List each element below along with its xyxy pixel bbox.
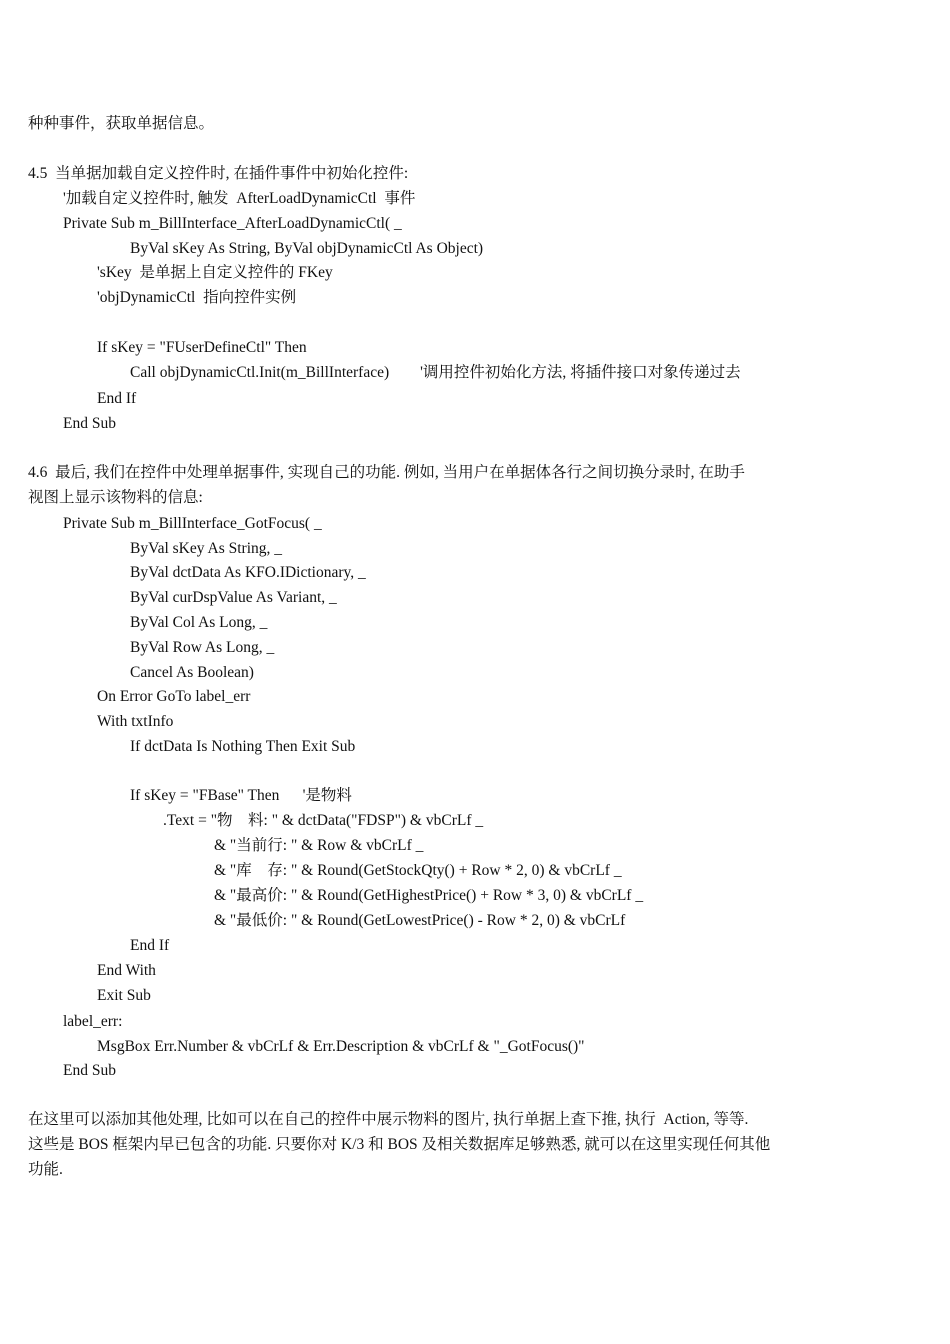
text-line: If dctData Is Nothing Then Exit Sub: [130, 738, 356, 755]
text-line: .Text = "物 料: " & dctData("FDSP") & vbCrLf _: [163, 812, 484, 829]
text-line: End With: [97, 962, 156, 979]
text-line: ByVal Row As Long, _: [130, 639, 275, 656]
text-line: 功能.: [28, 1161, 63, 1178]
text-line: ByVal sKey As String, ByVal objDynamicCtl As Object): [130, 240, 484, 257]
text-line: 视图上显示该物料的信息:: [28, 489, 203, 506]
text-line: On Error GoTo label_err: [97, 688, 251, 705]
text-line: '加载自定义控件时, 触发 AfterLoadDynamicCtl 事件: [63, 190, 416, 207]
text-line: ByVal dctData As KFO.IDictionary, _: [130, 564, 366, 581]
text-line: & "最高价: " & Round(GetHighestPrice() + Row * 3, 0) & vbCrLf _: [214, 887, 644, 904]
text-line: End If: [97, 390, 137, 407]
text-line: & "最低价: " & Round(GetLowestPrice() - Row * 2, 0) & vbCrLf: [214, 912, 626, 929]
text-line: 4.6 最后, 我们在控件中处理单据事件, 实现自己的功能. 例如, 当用户在单据体各行之间切换分录时, 在助手: [28, 464, 745, 481]
text-line: 在这里可以添加其他处理, 比如可以在自己的控件中展示物料的图片, 执行单据上查下推, 执行 Action, 等等.: [28, 1111, 749, 1128]
text-line: If sKey = "FUserDefineCtl" Then: [97, 339, 307, 356]
text-line: Private Sub m_BillInterface_AfterLoadDynamicCtl( _: [63, 215, 402, 232]
text-line: Private Sub m_BillInterface_GotFocus( _: [63, 515, 322, 532]
text-line: Exit Sub: [97, 987, 151, 1004]
text-line: MsgBox Err.Number & vbCrLf & Err.Description & vbCrLf & "_GotFocus()": [97, 1038, 585, 1055]
text-line: 种种事件，获取单据信息。: [28, 115, 215, 132]
text-line: End Sub: [63, 415, 116, 432]
text-line: With txtInfo: [97, 713, 174, 730]
text-line: & "库 存: " & Round(GetStockQty() + Row * 2, 0) & vbCrLf _: [214, 862, 622, 879]
text-line: End Sub: [63, 1062, 116, 1079]
text-line: 'objDynamicCtl 指向控件实例: [97, 289, 297, 306]
text-line: & "当前行: " & Row & vbCrLf _: [214, 837, 424, 854]
text-line: Call objDynamicCtl.Init(m_BillInterface) '调用控件初始化方法, 将插件接口对象传递过去: [130, 364, 741, 381]
text-line: ByVal Col As Long, _: [130, 614, 268, 631]
text-line: label_err:: [63, 1013, 123, 1030]
text-line: Cancel As Boolean): [130, 664, 254, 681]
text-line: 'sKey 是单据上自定义控件的 FKey: [97, 264, 333, 281]
text-line: If sKey = "FBase" Then '是物料: [130, 787, 352, 804]
text-line: ByVal sKey As String, _: [130, 540, 282, 557]
text-line: 4.5 当单据加载自定义控件时, 在插件事件中初始化控件:: [28, 165, 409, 182]
text-line: ByVal curDspValue As Variant, _: [130, 589, 337, 606]
text-line: End If: [130, 937, 170, 954]
text-line: 这些是 BOS 框架内早已包含的功能. 只要你对 K/3 和 BOS 及相关数据库足够熟悉, 就可以在这里实现任何其他: [28, 1136, 771, 1153]
